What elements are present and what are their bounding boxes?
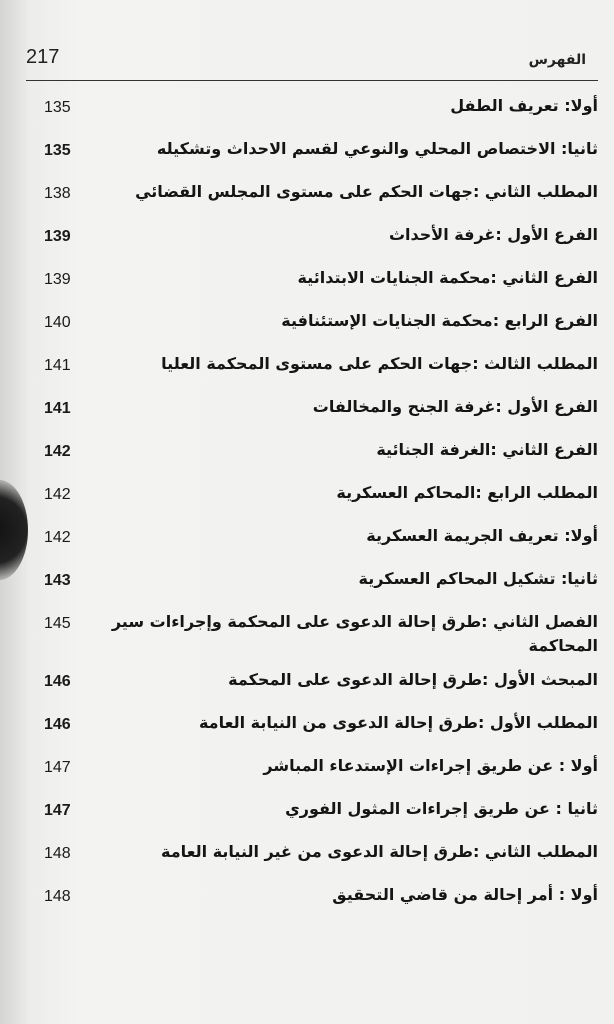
toc-entry-title: أولا : عن طريق إجراءات الإستدعاء المباشر [263, 756, 598, 775]
toc-entry-title: الفرع الثاني :الغرفة الجنائية [376, 440, 598, 459]
toc-entry-title: ثانيا: تشكيل المحاكم العسكرية [358, 569, 598, 588]
toc-entry-title: ثانيا : عن طريق إجراءات المثول الفوري [285, 799, 598, 818]
toc-entry-title: المطلب الأول :طرق إحالة الدعوى من النيابة العامة [198, 713, 598, 732]
toc-entry [0, 389, 614, 432]
toc-entry-page: 141 [44, 400, 71, 417]
toc-entry-title: الفرع الأول :غرفة الأحداث [388, 225, 598, 244]
toc-entry [0, 877, 614, 920]
toc-entry-page: 146 [44, 716, 71, 733]
toc-entry-page: 142 [44, 486, 71, 503]
toc-entry-title: المطلب الثالث :جهات الحكم على مستوى المحكمة العليا [161, 354, 598, 373]
toc-entry [0, 791, 614, 834]
toc-entry [0, 131, 614, 174]
toc-entry-page: 145 [44, 615, 71, 632]
toc-entry-title: المبحث الأول :طرق إحالة الدعوى على المحكمة [228, 670, 598, 689]
toc-entry [0, 475, 614, 518]
toc-entry [0, 705, 614, 748]
toc-entry [0, 748, 614, 791]
toc-entry-title: المطلب الثاني :جهات الحكم على مستوى المجلس القضائي [135, 182, 598, 201]
toc-entry-page: 147 [44, 759, 71, 776]
toc-entry-page: 135 [44, 99, 71, 116]
toc-entry-page: 147 [44, 802, 71, 819]
toc-entry-page: 135 [44, 142, 71, 159]
toc-entry [0, 518, 614, 561]
toc-entry-page: 141 [44, 357, 71, 374]
toc-entry-page: 143 [44, 572, 71, 589]
toc-entry-title: الفرع الأول :غرفة الجنح والمخالفات [312, 397, 598, 416]
toc-entry-page: 139 [44, 228, 71, 245]
toc-entry-title: الفرع الرابع :محكمة الجنايات الإستئنافية [281, 311, 598, 330]
toc-entry-page: 148 [44, 888, 71, 905]
toc-entry-page: 139 [44, 271, 71, 288]
toc-entry [0, 260, 614, 303]
page-header [26, 42, 598, 81]
toc-entry [0, 662, 614, 705]
toc-entry [0, 88, 614, 131]
toc-entry-title: المطلب الرابع :المحاكم العسكرية [336, 483, 598, 502]
toc-entry [0, 217, 614, 260]
toc-entry-page: 138 [44, 185, 71, 202]
toc-entry-title: أولا: تعريف الطفل [450, 96, 598, 115]
table-of-contents [0, 88, 614, 920]
toc-entry-page: 142 [44, 443, 71, 460]
toc-entry-page: 142 [44, 529, 71, 546]
toc-entry [0, 174, 614, 217]
toc-entry [0, 834, 614, 877]
toc-entry [0, 432, 614, 475]
running-title: الفهرس [528, 52, 586, 68]
toc-entry-title: أولا: تعريف الجريمة العسكرية [366, 526, 598, 545]
toc-entry-title: الفصل الثاني :طرق إحالة الدعوى على المحكمة وإجراءات سير المحاكمة [111, 612, 598, 655]
toc-entry [0, 561, 614, 604]
toc-entry-page: 148 [44, 845, 71, 862]
toc-entry-page: 146 [44, 673, 71, 690]
toc-entry-title: ثانيا: الاختصاص المحلي والنوعي لقسم الاحداث وتشكيله [156, 139, 598, 158]
toc-entry [0, 604, 614, 662]
toc-entry [0, 303, 614, 346]
toc-entry-title: أولا : أمر إحالة من قاضي التحقيق [332, 885, 598, 904]
toc-entry [0, 346, 614, 389]
toc-entry-page: 140 [44, 314, 71, 331]
page-number: 217 [26, 46, 60, 68]
toc-entry-title: المطلب الثاني :طرق إحالة الدعوى من غير النيابة العامة [160, 842, 598, 861]
toc-entry-title: الفرع الثاني :محكمة الجنايات الابتدائية [297, 268, 598, 287]
